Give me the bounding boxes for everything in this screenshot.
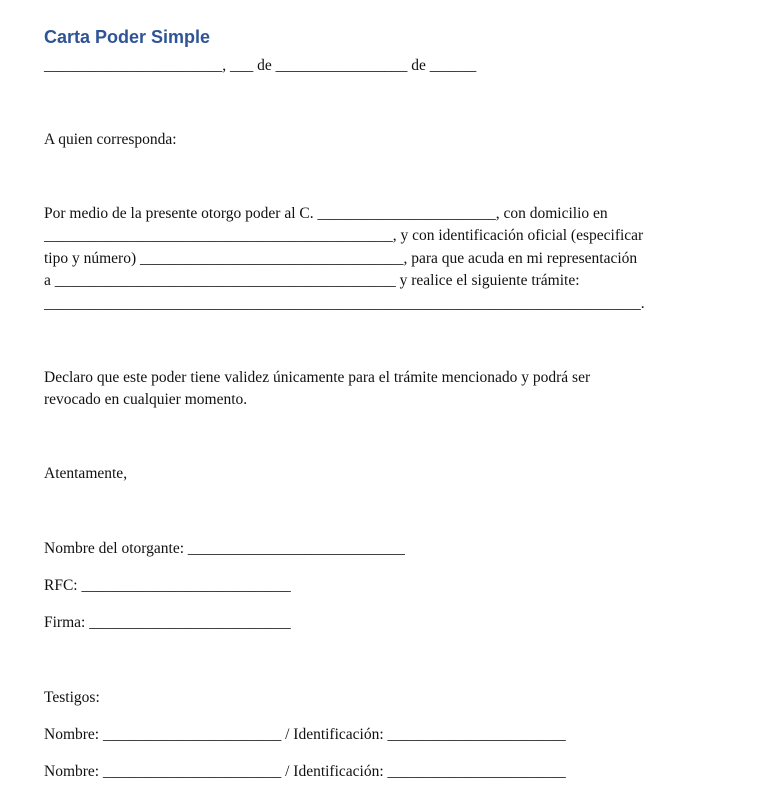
witness-2-field: Nombre: _______________________ / Identificación: _______________________ xyxy=(44,763,566,780)
witnesses-label: Testigos: xyxy=(44,689,100,706)
body-line: tipo y número) __________________________________, para que acuda en mi representación xyxy=(44,249,638,267)
body-paragraph xyxy=(44,203,684,315)
declaration-line: revocado en cualquier momento. xyxy=(44,391,248,409)
body-line: Por medio de la presente otorgo poder al C. _______________________, con domicilio en xyxy=(44,205,608,222)
declaration-line: Declaro que este poder tiene validez únicamente para el trámite mencionado y podrá ser xyxy=(44,369,591,386)
rfc-field: RFC: ___________________________ xyxy=(44,577,291,594)
grantor-name-field: Nombre del otorgante: ____________________________ xyxy=(44,540,405,557)
body-line: a ____________________________________________ y realice el siguiente trámite: xyxy=(44,272,580,290)
witness-1-field: Nombre: _______________________ / Identificación: _______________________ xyxy=(44,726,566,743)
declaration-paragraph xyxy=(44,367,684,412)
body-line: _____________________________________________, y con identificación oficial (especificar xyxy=(44,227,644,245)
salutation: A quien corresponda: xyxy=(44,131,177,148)
body-line: _____________________________________________________________________________. xyxy=(44,294,645,312)
date-line: _______________________, ___ de _________________ de ______ xyxy=(44,57,477,74)
closing: Atentamente, xyxy=(44,465,128,482)
signature-field: Firma: __________________________ xyxy=(44,614,291,631)
document-title: Carta Poder Simple xyxy=(44,27,211,47)
